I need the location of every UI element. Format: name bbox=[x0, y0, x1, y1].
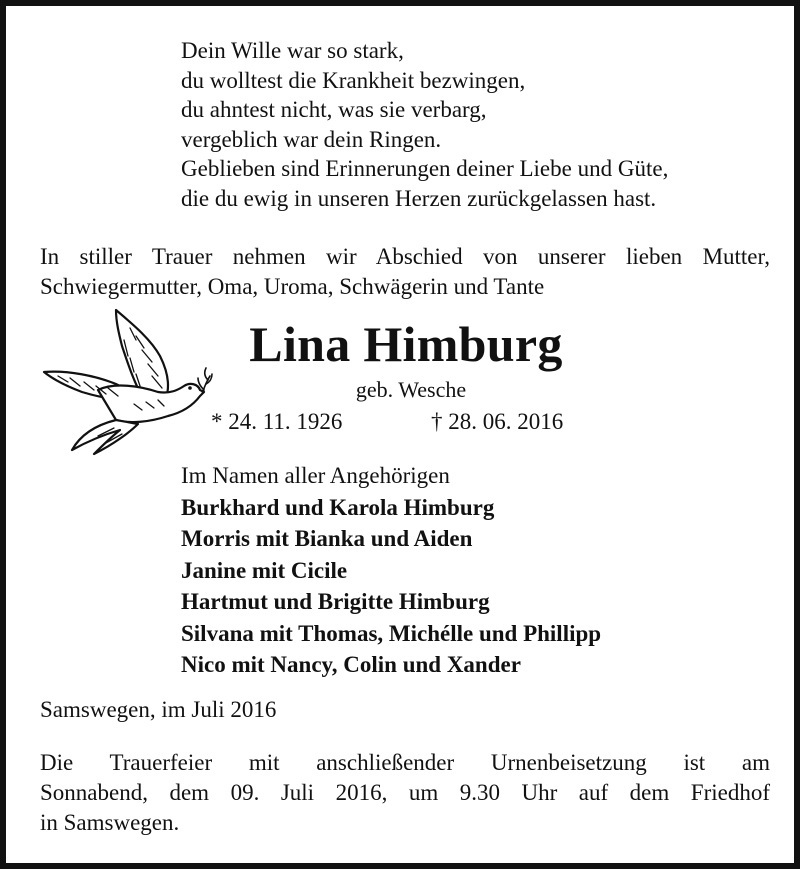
poem-line: du wolltest die Krankheit bezwingen, bbox=[181, 67, 526, 93]
poem-line: vergeblich war dein Ringen. bbox=[181, 126, 442, 152]
family-list bbox=[181, 460, 601, 681]
intro-text bbox=[40, 242, 770, 301]
funeral-line: in Samswegen. bbox=[40, 810, 180, 835]
deceased-name: Lina Himburg bbox=[249, 316, 563, 372]
family-member: Janine mit Cicile bbox=[181, 557, 348, 583]
funeral-line: Die Trauerfeier mit anschließender Urnenbeisetzung ist am bbox=[40, 750, 770, 775]
maiden-name: geb. Wesche bbox=[355, 377, 467, 402]
family-member: Morris mit Bianka und Aiden bbox=[181, 526, 473, 551]
poem-line: Dein Wille war so stark, bbox=[181, 38, 404, 63]
intro-line: Schwiegermutter, Oma, Uroma, Schwägerin und Tante bbox=[40, 273, 545, 299]
birth-date: * 24. 11. 1926 bbox=[211, 409, 343, 434]
family-member: Burkhard und Karola Himburg bbox=[181, 494, 495, 520]
family-member: Nico mit Nancy, Colin und Xander bbox=[181, 652, 521, 677]
place-date: Samswegen, im Juli 2016 bbox=[40, 697, 277, 722]
death-date: † 28. 06. 2016 bbox=[431, 409, 564, 434]
family-intro: Im Namen aller Angehörigen bbox=[181, 463, 450, 488]
dove-icon bbox=[38, 306, 213, 456]
intro-line: In stiller Trauer nehmen wir Abschied von unserer lieben Mutter, bbox=[40, 244, 770, 269]
funeral-notice bbox=[40, 748, 770, 838]
poem-line: du ahntest nicht, was sie verbarg, bbox=[181, 97, 487, 122]
poem bbox=[181, 36, 668, 213]
funeral-line: Sonnabend, dem 09. Juli 2016, um 9.30 Uhr auf dem Friedhof bbox=[40, 780, 770, 805]
poem-line: Geblieben sind Erinnerungen deiner Liebe und Güte, bbox=[181, 156, 669, 181]
poem-line: die du ewig in unseren Herzen zurückgelassen hast. bbox=[181, 185, 657, 211]
family-member: Silvana mit Thomas, Michélle und Phillipp bbox=[181, 620, 602, 646]
family-member: Hartmut und Brigitte Himburg bbox=[181, 589, 490, 614]
